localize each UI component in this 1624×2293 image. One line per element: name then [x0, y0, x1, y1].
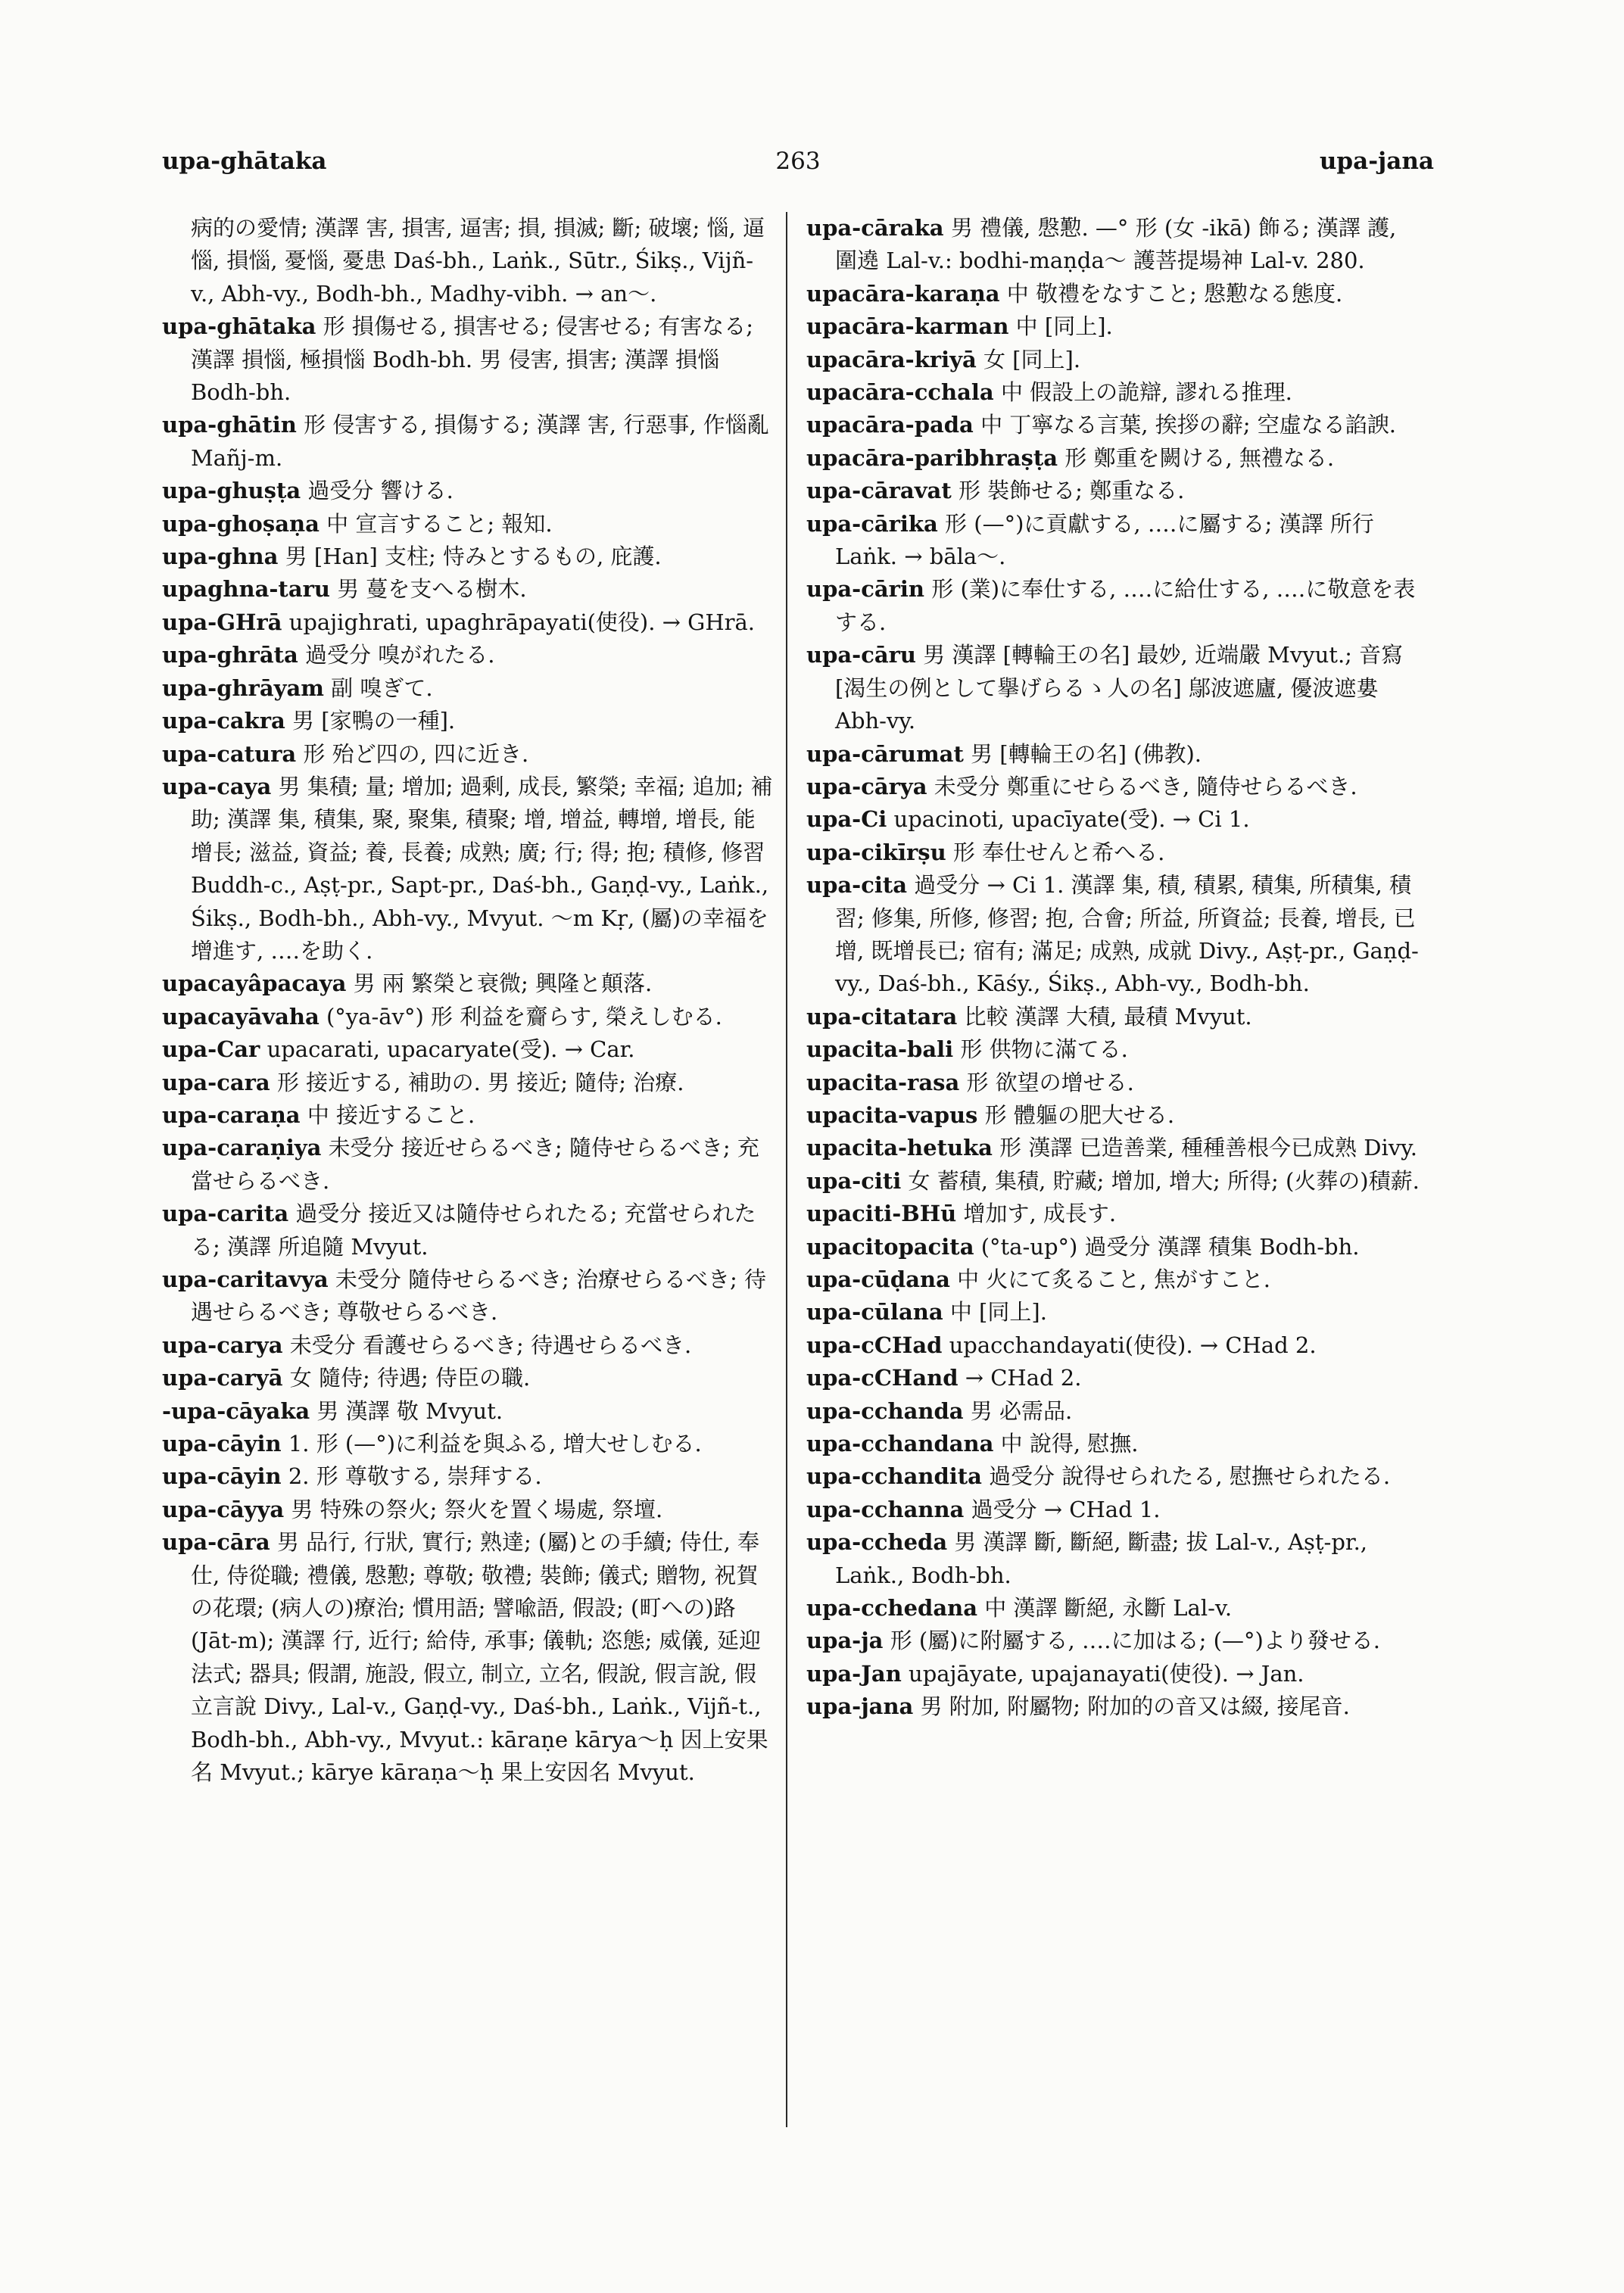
dictionary-entry: [162, 541, 777, 573]
headword: upa-GHrā: [162, 609, 282, 635]
dictionary-entry: [162, 672, 777, 705]
right-guide-word: upa-jana: [1319, 148, 1434, 175]
headword: upa-ghātaka: [162, 313, 316, 340]
definition: 過受分 說得せられたる, 慰撫せられたる.: [989, 1463, 1391, 1490]
headword: upa-cchandana: [806, 1431, 994, 1457]
definition: 男 漢譯 [轉輪王の名] 最妙, 近端嚴 Mvyut.; 音寫 [渴生の例として擧げらるゝ人の名] 鄔波遮廬, 優波遮婁 Abh-vy.: [835, 642, 1404, 734]
dictionary-entry: [806, 1329, 1421, 1362]
headword: upa-cCHad: [806, 1332, 943, 1358]
headword: upacāra-karaṇa: [806, 280, 1000, 307]
page-number: 263: [775, 148, 821, 175]
definition: 形 供物に滿てる.: [960, 1036, 1128, 1063]
dictionary-entry: [162, 1460, 777, 1493]
definition: 中 火にて炙ること, 焦がすこと.: [957, 1266, 1270, 1292]
definition: 中 漢譯 斷絕, 永斷 Lal-v.: [984, 1595, 1233, 1622]
definition: 男 品行, 行狀, 實行; 熟達; (屬)との手續; 侍仕, 奉仕, 侍從職; 禮儀, 慇懃; 尊敬; 敬禮; 裝飾; 儀式; 贈物, 祝賀の花環; (病人の)療治; 慣用語; 譬喩語, 假設; (町への)路 (Jāt-m); 漢譯 行, 近行; 給侍, 承事; 儀軌; 恣態; 威儀, 延迎法式; 器具; 假謂, 施設, 假立, 制立, 立名, 假說, 假言說, 假立言說 Divy., Lal-v., Gaṇḍ-vy., Daś-bh., Laṅk., Vijñ-t., Bodh-bh., Abh-vy., Mvyut.: kāraṇe kārya〜ḥ 因上安果名 Mvyut.; kārye kāraṇa〜ḥ 果上安因名 Mvyut.: [191, 1529, 768, 1786]
dictionary-entry: [806, 1428, 1421, 1460]
definition: 男 [轉輪王の名] (佛教).: [971, 740, 1202, 767]
dictionary-entry: [806, 573, 1421, 639]
headword: upa-cchedana: [806, 1595, 977, 1622]
definition: upacinoti, upacīyate(受). → Ci 1.: [893, 806, 1250, 833]
headword: upaghna-taru: [162, 576, 330, 603]
headword: upa-cārika: [806, 510, 938, 537]
dictionary-entry: [162, 1428, 777, 1460]
dictionary-entry: [806, 278, 1421, 310]
definition: 未受分 看護せらるべき; 待遇せらるべき.: [289, 1332, 692, 1358]
headword: upa-caryā: [162, 1365, 283, 1391]
headword: upa-ghuṣṭa: [162, 478, 301, 504]
definition: 增加す, 成長す.: [963, 1201, 1117, 1227]
headword: upa-cūḍana: [806, 1266, 950, 1292]
headword: upacayāvaha: [162, 1003, 320, 1030]
left-guide-word: upa-ghātaka: [162, 148, 327, 175]
headword: upa-cchanda: [806, 1397, 964, 1424]
headword: upa-ghna: [162, 544, 279, 570]
dictionary-entry: [806, 1231, 1421, 1263]
headword: upacita-bali: [806, 1036, 954, 1063]
definition: 形 漢譯 已造善業, 種種善根今已成熟 Divy.: [999, 1135, 1417, 1161]
definition: 病的の愛情; 漢譯 害, 損害, 逼害; 損, 損滅; 斷; 破壞; 惱, 逼惱, 損惱, 憂惱, 憂患 Daś-bh., Laṅk., Sūtr., Śikṣ., Vijñ-v., Abh-vy., Bodh-bh., Madhy-vibh. → an〜.: [191, 215, 765, 307]
headword: upacita-rasa: [806, 1069, 960, 1095]
headword: upacita-hetuka: [806, 1135, 993, 1161]
dictionary-entry: [806, 771, 1421, 803]
dictionary-entry: [162, 639, 777, 671]
dictionary-entry: [806, 1460, 1421, 1493]
headword: upa-ja: [806, 1628, 884, 1654]
headword: upa-cārya: [806, 773, 927, 799]
definition: 形 體軀の肥大せる.: [984, 1101, 1175, 1128]
headword: upa-citi: [806, 1167, 902, 1194]
definition: 男 漢譯 敬 Mvyut.: [316, 1397, 503, 1424]
headword: upa-citatara: [806, 1003, 958, 1030]
dictionary-entry: [806, 442, 1421, 475]
headword: upa-cāravat: [806, 478, 952, 504]
dictionary-entry: [806, 1362, 1421, 1394]
dictionary-entry: [162, 1263, 777, 1329]
definition: 未受分 隨侍せらるべき; 治療せらるべき; 待遇せらるべき; 尊敬せらるべき.: [191, 1266, 767, 1326]
definition: upacarati, upacaryate(受). → Car.: [267, 1036, 635, 1063]
definition: 男 集積; 量; 增加; 過剩, 成長, 繁榮; 幸福; 追加; 補助; 漢譯 集, 積集, 聚, 聚集, 積聚; 增, 增益, 轉增, 增長, 能增長; 滋益, 資益; 養, 長養; 成熟; 廣; 行; 得; 抱; 積修, 修習 Buddh-c., Aṣṭ-pr., Sapt-pr., Daś-bh., Gaṇḍ-vy., Laṅk., Śikṣ., Bodh-bh., Abh-vy., Mvyut. 〜m Kṛ, (屬)の幸福を增進す, ‥‥を助く.: [191, 773, 773, 964]
definition: 過受分 → Ci 1. 漢譯 集, 積, 積累, 積集, 所積集, 積習; 修集, 所修, 修習; 抱, 合會; 所益, 所資益; 長養, 增長, 已增, 既增長已; 宿有; 滿足; 成熟, 成就 Divy., Aṣṭ-pr., Gaṇḍ-vy., Daś-bh., Kāśy., Śikṣ., Abh-vy., Bodh-bh.: [835, 872, 1419, 997]
definition: 中 宣言すること; 報知.: [326, 510, 553, 537]
dictionary-entry: [806, 310, 1421, 343]
dictionary-entry: [162, 1526, 777, 1789]
definition: 女 蓄積, 集積, 貯藏; 增加, 增大; 所得; (火葬の)積薪.: [908, 1167, 1420, 1194]
definition: 形 (屬)に附屬する, ‥‥に加はる; (—°)より發せる.: [890, 1628, 1381, 1654]
dictionary-entry: [162, 475, 777, 507]
headword: upa-cita: [806, 872, 908, 899]
headword: upa-carita: [162, 1201, 289, 1227]
definition: 過受分 嗅がれたる.: [305, 642, 495, 668]
definition: 男 特殊の祭火; 祭火を置く場處, 祭壇.: [291, 1496, 663, 1522]
definition: upajāyate, upajanayati(使役). → Jan.: [909, 1660, 1304, 1687]
definition: 男 禮儀, 慇懃. —° 形 (女 -ikā) 飾る; 漢譯 護, 圍遶 Lal-v.: bodhi-maṇḍa〜 護菩提場神 Lal-v. 280.: [835, 215, 1397, 274]
dictionary-entry: [806, 1296, 1421, 1329]
dictionary-entry: [162, 310, 777, 409]
dictionary-entry: [806, 738, 1421, 771]
dictionary-entry: [162, 738, 777, 771]
definition: upajighrati, upaghrāpayati(使役). → GHrā.: [288, 609, 756, 635]
dictionary-entry: [162, 606, 777, 639]
definition: 形 (業)に奉仕する, ‥‥に給仕する, ‥‥に敬意を表する.: [835, 576, 1416, 635]
definition: → CHad 2.: [965, 1365, 1082, 1391]
headword: upa-cūlana: [806, 1299, 943, 1326]
dictionary-entry: [162, 1198, 777, 1263]
definition: 形 接近する, 補助の. 男 接近; 隨侍; 治療.: [276, 1069, 684, 1095]
dictionary-entry: [162, 705, 777, 737]
headword: upa-Ci: [806, 806, 887, 833]
dictionary-entry: [162, 1033, 777, 1066]
headword: upa-cakra: [162, 708, 285, 734]
dictionary-entry: [806, 344, 1421, 376]
dictionary-entry: [806, 1494, 1421, 1526]
definition: 中 接近すること.: [307, 1101, 475, 1128]
headword: upacāra-paribhraṣṭa: [806, 444, 1058, 471]
headword: upa-ghrāta: [162, 642, 298, 668]
headword: upa-caraṇa: [162, 1101, 301, 1128]
dictionary-entry: [806, 508, 1421, 574]
dictionary-entry: [162, 1099, 777, 1132]
headword: upa-caritavya: [162, 1266, 329, 1292]
definition: 形 殆ど四の, 四に近き.: [303, 740, 529, 767]
headword: upa-carya: [162, 1332, 283, 1358]
dictionary-entry: [806, 1658, 1421, 1690]
definition: 過受分 響ける.: [307, 478, 454, 504]
dictionary-entry: [806, 837, 1421, 869]
definition: 中 丁寧なる言葉, 挨拶の辭; 空虛なる諂諛.: [980, 412, 1396, 438]
dictionary-entry: [806, 376, 1421, 409]
headword: upa-catura: [162, 740, 297, 767]
headword: upa-cchandita: [806, 1463, 982, 1490]
headword: upa-cāraka: [806, 215, 944, 241]
dictionary-entry: [162, 508, 777, 541]
definition: 男 [Han] 支柱; 恃みとするもの, 庇護.: [285, 544, 662, 570]
headword: upacāra-kriyā: [806, 346, 977, 372]
definition: 形 欲望の增せる.: [966, 1069, 1134, 1095]
definition: 2. 形 尊敬する, 崇拜する.: [288, 1463, 542, 1490]
definition: 男 附加, 附屬物; 附加的の音又は綴, 接尾音.: [920, 1693, 1350, 1720]
definition: 男 兩 繁榮と衰微; 興隆と顛落.: [353, 970, 653, 997]
definition: 形 鄭重を闕ける, 無禮なる.: [1064, 444, 1335, 471]
dictionary-entry: [162, 212, 777, 310]
definition: 形 裝飾せる; 鄭重なる.: [958, 478, 1185, 504]
dictionary-entry: [162, 1329, 777, 1362]
headword: upacayâpacaya: [162, 970, 347, 997]
definition: 形 侵害する, 損傷する; 漢譯 害, 行惡事, 作惱亂 Mañj-m.: [191, 412, 769, 471]
dictionary-entry: [806, 1263, 1421, 1296]
dictionary-entry: [806, 1526, 1421, 1592]
headword: upa-caraṇiya: [162, 1135, 322, 1161]
dictionary-entry: [162, 1395, 777, 1428]
definition: 女 隨侍; 待遇; 侍臣の職.: [289, 1365, 531, 1391]
definition: 中 假設上の詭辯, 謬れる推理.: [1000, 379, 1292, 406]
dictionary-entry: [162, 409, 777, 475]
column-divider: [786, 212, 787, 2127]
headword: upa-cchanna: [806, 1496, 965, 1522]
headword: upa-cikīrṣu: [806, 839, 946, 865]
definition: 女 [同上].: [983, 346, 1081, 372]
dictionary-entry: [162, 573, 777, 606]
dictionary-entry: [806, 1001, 1421, 1033]
headword: upa-Car: [162, 1036, 260, 1063]
headword: upa-cārin: [806, 576, 925, 603]
dictionary-entry: [806, 1625, 1421, 1657]
dictionary-entry: [162, 1001, 777, 1033]
headword: upa-ghoṣaṇa: [162, 510, 320, 537]
dictionary-entry: [806, 1395, 1421, 1428]
definition: 中 敬禮をなすこと; 慇懃なる態度.: [1006, 280, 1343, 307]
dictionary-entry: [806, 1690, 1421, 1723]
headword: upacāra-karman: [806, 313, 1009, 340]
dictionary-entry: [162, 1362, 777, 1394]
definition: 中 [同上].: [1015, 313, 1113, 340]
dictionary-entry: [806, 1033, 1421, 1066]
dictionary-entry: [162, 1067, 777, 1099]
dictionary-entry: [806, 639, 1421, 737]
headword: upacita-vapus: [806, 1101, 978, 1128]
dictionary-entry: [806, 1132, 1421, 1164]
right-column: [806, 212, 1421, 1724]
headword: upa-caya: [162, 773, 272, 799]
headword: upacāra-pada: [806, 412, 974, 438]
definition: 形 奉仕せんと希へる.: [952, 839, 1165, 865]
definition: 未受分 鄭重にせらるべき, 隨侍せらるべき.: [934, 773, 1357, 799]
definition: 比較 漢譯 大積, 最積 Mvyut.: [964, 1003, 1252, 1030]
dictionary-entry: [806, 1099, 1421, 1132]
definition: upacchandayati(使役). → CHad 2.: [949, 1332, 1317, 1358]
running-header: [162, 148, 1434, 185]
headword: upa-cāra: [162, 1529, 270, 1556]
headword: upa-ghātin: [162, 412, 297, 438]
dictionary-entry: [806, 1067, 1421, 1099]
definition: 中 [同上].: [949, 1299, 1047, 1326]
headword: upa-cCHand: [806, 1365, 959, 1391]
definition: 男 必需品.: [970, 1397, 1073, 1424]
headword: upa-cāyya: [162, 1496, 285, 1522]
headword: upa-cāru: [806, 642, 916, 668]
dictionary-entry: [162, 1494, 777, 1526]
headword: upacāra-cchala: [806, 379, 994, 406]
definition: 形 (—°)に貢獻する, ‥‥に屬する; 漢譯 所行 Laṅk. → bāla〜.: [835, 510, 1374, 570]
dictionary-entry: [806, 869, 1421, 1001]
dictionary-entry: [162, 1132, 777, 1198]
definition: 過受分 接近又は隨侍せられたる; 充當せられたる; 漢譯 所追隨 Mvyut.: [191, 1201, 756, 1260]
headword: upa-Jan: [806, 1660, 902, 1687]
definition: 1. 形 (—°)に利益を與ふる, 增大せしむる.: [288, 1431, 702, 1457]
headword: upa-ghrāyam: [162, 675, 324, 701]
definition: 形 損傷せる, 損害せる; 侵害せる; 有害なる; 漢譯 損惱, 極損惱 Bodh-bh. 男 侵害, 損害; 漢譯 損惱 Bodh-bh.: [191, 313, 754, 406]
headword: -upa-cāyaka: [162, 1397, 310, 1424]
definition: (°ta-up°) 過受分 漢譯 積集 Bodh-bh.: [980, 1233, 1360, 1260]
dictionary-entry: [806, 475, 1421, 507]
headword: upa-cārumat: [806, 740, 964, 767]
dictionary-entry: [806, 1592, 1421, 1625]
definition: 中 說得, 慰撫.: [1000, 1431, 1139, 1457]
definition: 過受分 → CHad 1.: [971, 1496, 1161, 1522]
dictionary-entry: [806, 803, 1421, 836]
headword: upa-ccheda: [806, 1529, 948, 1556]
headword: upa-cara: [162, 1069, 270, 1095]
left-column: [162, 212, 777, 1790]
definition: 男 蔓を支へる樹木.: [337, 576, 527, 603]
dictionary-entry: [806, 212, 1421, 278]
dictionary-entry: [806, 409, 1421, 441]
definition: (°ya-āv°) 形 利益を齎らす, 榮えしむる.: [326, 1003, 722, 1030]
headword: upacitopacita: [806, 1233, 974, 1260]
headword: upaciti-BHū: [806, 1201, 957, 1227]
definition: 未受分 接近せらるべき; 隨侍せらるべき; 充當せらるべき.: [191, 1135, 759, 1194]
dictionary-entry: [162, 771, 777, 967]
dictionary-entry: [806, 1165, 1421, 1198]
definition: 男 漢譯 斷, 斷絕, 斷盡; 拔 Lal-v., Aṣṭ-pr., Laṅk., Bodh-bh.: [835, 1529, 1368, 1588]
dictionary-entry: [806, 1198, 1421, 1230]
definition: 副 嗅ぎて.: [331, 675, 433, 701]
headword: upa-jana: [806, 1693, 914, 1720]
dictionary-entry: [162, 967, 777, 1000]
headword: upa-cāyin: [162, 1463, 282, 1490]
definition: 男 [家鴨の一種].: [292, 708, 456, 734]
headword: upa-cāyin: [162, 1431, 282, 1457]
